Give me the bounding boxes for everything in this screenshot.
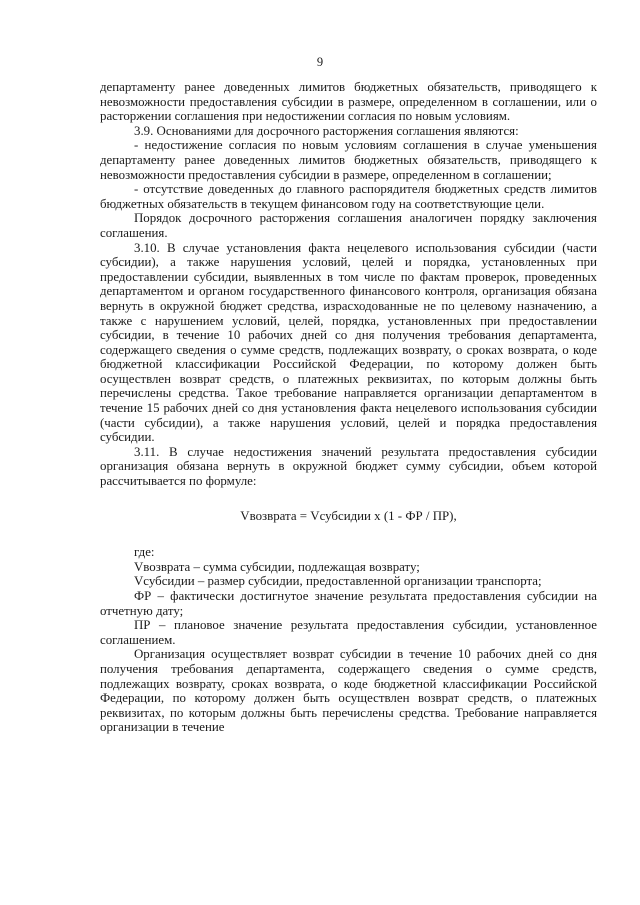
definition-fr: ФР – фактически достигнутое значение результата предоставления субсидии на отчетную дату;	[100, 589, 597, 618]
paragraph-continuation: департаменту ранее доведенных лимитов бюджетных обязательств, приводящего к невозможности предоставления субсидии в размере, определенном в соглашении, или о расторжении соглашения при недостижении согласия по новым условиям.	[100, 80, 597, 124]
paragraph-3-11: 3.11. В случае недостижения значений результата предоставления субсидии организация обязана вернуть в окружной бюджет сумму субсидии, объем которой рассчитывается по формуле:	[100, 444, 597, 489]
definition-v-refund: Vвозврата – сумма субсидии, подлежащая возврату;	[134, 559, 420, 574]
paragraph-3-9-item-1: - недостижение согласия по новым условиям соглашения в случае уменьшения департаменту ранее доведенных лимитов бюджетных обязательств, приводящего к невозможности предоставления субсидии в размере, определенном в соглашении;	[100, 138, 597, 182]
paragraph-3-10: 3.10. В случае установления факта нецелевого использования субсидии (части субсидии), а также нарушения условий, целей и порядка, установленных при предоставлении субсидии, выявленных в том числе по фактам проверок, проведенных департаментом и органом государственного финансового контроля, организация обязана вернуть в окружной бюджет средства, израсходованные не по целевому назначению, а также с нарушением условий, целей, порядка, установленных при предоставлении субсидии, в течение 10 рабочих дней со дня получения требования департамента, содержащего сведения о сумме средств, подлежащих возврату, о сроках возврата, о коде бюджетной классификации Российской Федерации, по которому должен быть осуществлен возврат средств, о платежных реквизитах, по которым должны быть перечислены средства. Такое требование направляется организации департаментом в течение 15 рабочих дней со дня установления факта нецелевого использования субсидии (части субсидии), а также нарушения условий, целей и порядка предоставления субсидии.	[100, 240, 597, 445]
page-number: 9	[316, 55, 324, 69]
definition-v-subsidy: Vсубсидии – размер субсидии, предоставленной организации транспорта;	[134, 574, 542, 589]
document-body	[100, 80, 597, 735]
paragraph-refund-procedure: Организация осуществляет возврат субсидии в течение 10 рабочих дней со дня получения требования департамента, содержащего сведения о сумме средств, подлежащих возврату, сроках возврата, о коде бюджетной классификации Российской Федерации, по которому должен быть осуществлен возврат средств, о платежных реквизитах, по которым должны быть перечислены средства. Требование направляется организации в течение	[100, 647, 597, 735]
refund-formula: Vвозврата = Vсубсидии x (1 - ФР / ПР),	[240, 508, 457, 523]
paragraph-3-9-heading: 3.9. Основаниями для досрочного расторжения соглашения являются:	[134, 123, 519, 138]
paragraph-termination-order: Порядок досрочного расторжения соглашения аналогичен порядку заключения соглашения.	[100, 211, 597, 240]
definition-where: где:	[134, 545, 155, 560]
definition-pr: ПР – плановое значение результата предоставления субсидии, установленное соглашением.	[100, 618, 597, 647]
paragraph-3-9-item-2: - отсутствие доведенных до главного распорядителя бюджетных средств лимитов бюджетных обязательств в текущем финансовом году на соответствующие цели.	[100, 182, 597, 211]
